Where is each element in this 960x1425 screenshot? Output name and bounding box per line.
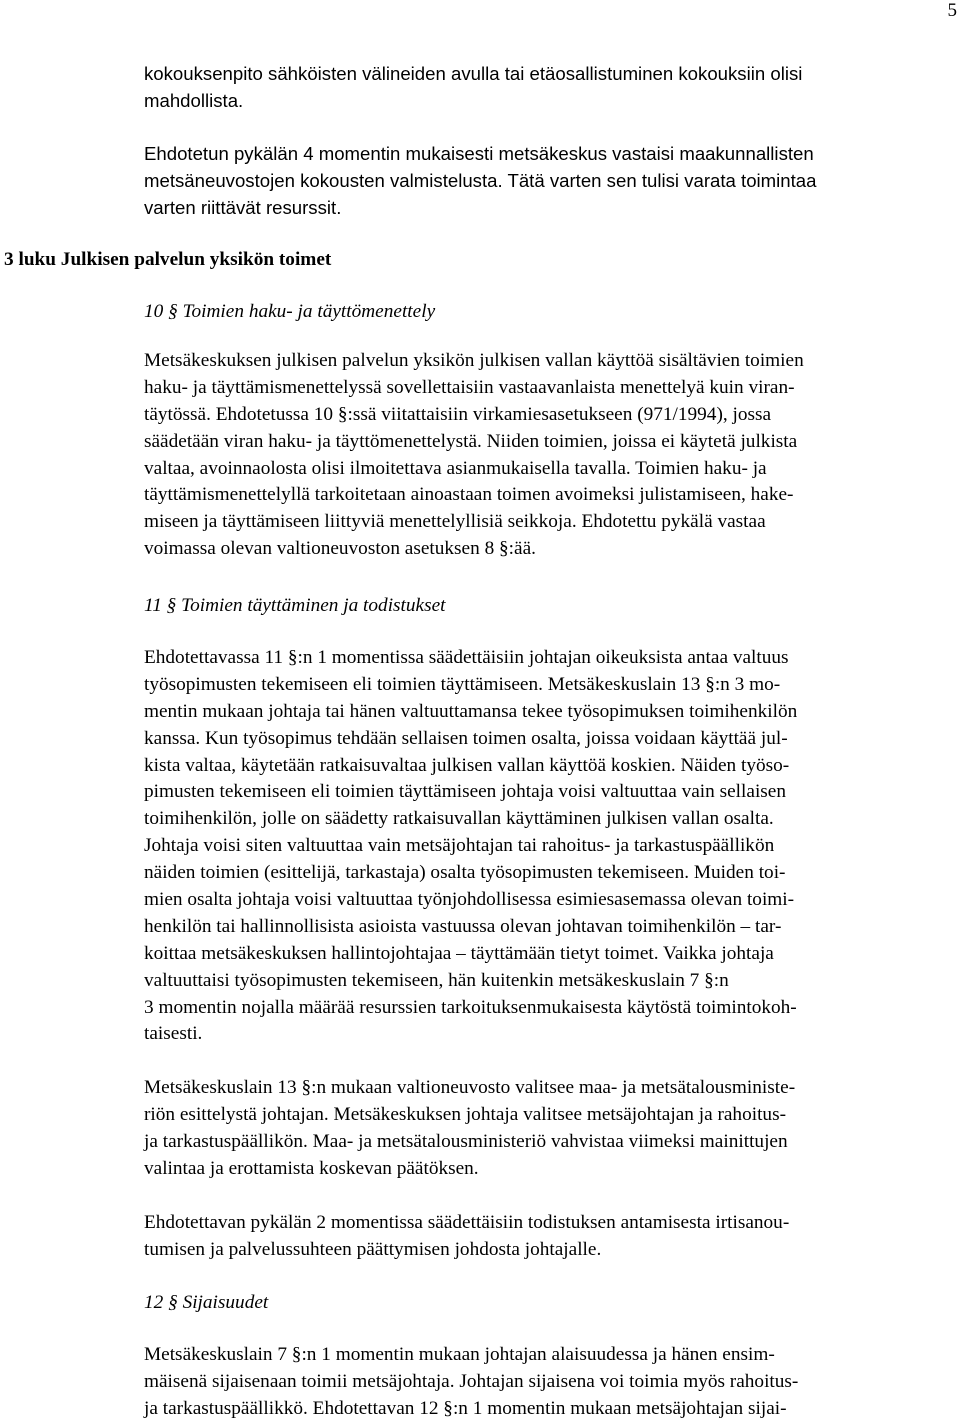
text-line: Metsäkeskuslain 7 §:n 1 momentin mukaan johtajan alaisuudessa ja hänen ensim- [144,1344,775,1365]
text-line: varten riittävät resurssit. [144,196,342,218]
section-11-heading: 11 § Toimien täyttäminen ja todistukset [144,595,446,616]
text-line: Ehdotettavassa 11 §:n 1 momentissa säädettäisiin johtajan oikeuksista antaa valtuus [144,647,789,668]
section-12-heading: 12 § Sijaisuudet [144,1292,269,1313]
chapter-title: 3 luku Julkisen palvelun yksikön toimet [4,249,332,270]
text-line: henkilön tai hallinnollisista asioista vastuussa olevan johtavan toimihenkilön – tar- [144,915,782,937]
page-number: 5 [947,0,957,21]
text-line: Ehdotettavan pykälän 2 momentissa säädettäisiin todistuksen antamisesta irtisanou- [144,1212,790,1233]
text-line: valintaa ja erottamista koskevan päätöksen. [144,1157,479,1179]
text-line: työsopimusten tekemiseen eli toimien täyttämiseen. Metsäkeskuslain 13 §:n 3 mo- [144,673,781,695]
text-line: riön esittelystä johtajan. Metsäkeskuksen johtaja valitsee metsäjohtajan ja rahoitus- [144,1103,786,1125]
text-line: näiden toimien (esittelijä, tarkastaja) osalta työsopimusten tekemiseen. Muiden toi- [144,862,786,884]
section-11-paragraph-2 [144,1075,956,1183]
section-11-paragraph-1 [144,645,956,1048]
text-line: ja tarkastuspäällikön. Maa- ja metsätalousministeriö vahvistaa viimeksi mainittujen [144,1130,788,1152]
text-line: Johtaja voisi siten valtuuttaa vain metsäjohtajan tai rahoitus- ja tarkastuspäällikön [144,835,775,857]
text-line: mahdollista. [144,89,244,111]
text-line: valtaa, avoinnaolosta olisi ilmoitettava asianmukaisella tavalla. Toimien haku- ja [144,457,767,479]
text-line: kanssa. Kun työsopimus tehdään sellaisen toimen osalta, joissa voidaan käyttää jul- [144,727,788,749]
text-line: täyttämismenettelyllä tarkoitetaan ainoastaan toimen avoimeksi julistamiseen, hake- [144,484,794,506]
text-line: toimihenkilön, jolle on säädetty ratkaisuvallan käyttäminen julkisen vallan osalta. [144,808,774,830]
text-line: valtuuttaisi työsopimusten tekemiseen, hän kuitenkin metsäkeskuslain 7 §:n [144,969,729,991]
text-line: mien osalta johtaja voisi valtuuttaa työnjohdollisessa esimiesasemassa olevan toimi- [144,889,795,911]
section-10-paragraph [144,348,956,563]
text-line: metsäneuvostojen kokousten valmistelusta. Tätä varten sen tulisi varata toimintaa [144,169,817,191]
intro-paragraph-1 [144,61,956,115]
text-line: miseen ja täyttämiseen liittyviä menettelyllisiä seikkoja. Ehdotettu pykälä vastaa [144,511,766,533]
text-line: Metsäkeskuksen julkisen palvelun yksikön julkisen vallan käyttöä sisältävien toimien [144,350,804,371]
intro-paragraph-2 [144,141,956,222]
section-10-heading: 10 § Toimien haku- ja täyttömenettely [144,301,436,322]
text-line: pimusten tekemiseen eli toimien täyttämiseen johtaja voisi valtuuttaa vain sellaisen [144,781,787,803]
text-line: Ehdotetun pykälän 4 momentin mukaisesti metsäkeskus vastaisi maakunnallisten [144,143,814,164]
text-line: kista valtaa, käytetään ratkaisuvaltaa julkisen vallan käyttöä koskien. Näiden työso- [144,754,790,776]
text-line: mentin mukaan johtaja tai hänen valtuuttamansa tekee työsopimuksen toimihenkilön [144,700,798,722]
text-line: Metsäkeskuslain 13 §:n mukaan valtioneuvosto valitsee maa- ja metsätalousministe- [144,1077,796,1098]
section-12-paragraph [144,1342,956,1423]
section-11-paragraph-3 [144,1210,956,1264]
text-line: kokouksenpito sähköisten välineiden avulla tai etäosallistuminen kokouksiin olisi [144,63,803,84]
text-line: säädetään viran haku- ja täyttömenettelystä. Niiden toimien, joissa ei käytetä julkista [144,430,798,452]
text-line: taisesti. [144,1023,203,1045]
text-line: 3 momentin nojalla määrää resurssien tarkoituksenmukaisesta käytöstä toimintokoh- [144,996,797,1018]
text-line: haku- ja täyttämismenettelyssä sovellettaisiin vastaavanlaista menettelyä kuin viran- [144,376,795,398]
text-line: ja tarkastuspäällikkö. Ehdotettavan 12 §:n 1 momentin mukaan metsäjohtajan sijai- [144,1397,787,1419]
text-line: voimassa olevan valtioneuvoston asetuksen 8 §:ää. [144,538,536,560]
text-line: koittaa metsäkeskuksen hallintojohtajaa – täyttämään tietyt toimet. Vaikka johtaja [144,942,774,964]
text-line: tumisen ja palvelussuhteen päättymisen johdosta johtajalle. [144,1238,602,1260]
text-line: täytössä. Ehdotetussa 10 §:ssä viitattaisiin virkamiesasetukseen (971/1994), jossa [144,403,772,425]
text-line: mäisenä sijaisenaan toimii metsäjohtaja. Johtajan sijaisena voi toimia myös rahoitus- [144,1370,799,1392]
